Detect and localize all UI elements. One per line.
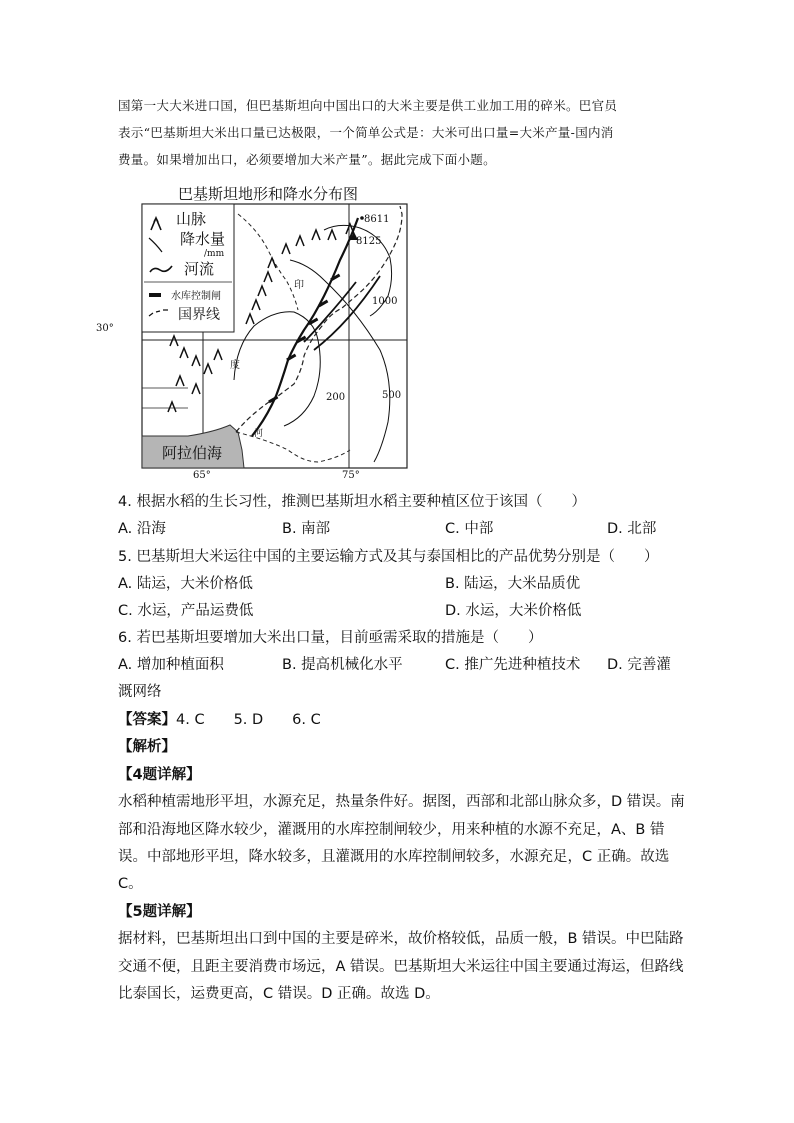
answer-text: 4. C 5. D 6. C xyxy=(176,712,321,728)
du-label: 度 xyxy=(230,360,240,371)
q5-option-b: B. 陆运，大米品质优 xyxy=(445,576,581,592)
iso-500-label: 500 xyxy=(382,390,402,401)
q4-stem: 4. 根据水稻的生长习性，推测巴基斯坦水稻主要种植区位于该国（ ） xyxy=(118,494,586,510)
q6-stem: 6. 若巴基斯坦要增加大米出口量，目前亟需采取的措施是（ ） xyxy=(118,630,543,646)
q4-option-d: D. 北部 xyxy=(607,521,657,537)
iso-1000-label: 1000 xyxy=(372,296,398,307)
detail5-line-2: 交通不便，且距主要消费市场远，A 错误。巴基斯坦大米运往中国主要通过海运，但路线 xyxy=(118,959,684,975)
answer-label: 【答案】 xyxy=(118,712,176,728)
lat-30-label: 30° xyxy=(96,323,114,334)
reservoir-gates xyxy=(268,274,340,404)
tributary-2 xyxy=(314,276,380,350)
q6-option-c: C. 推广先进种植技术 xyxy=(445,657,581,673)
lon-65-label: 65° xyxy=(193,470,211,481)
legend-reservoir: 水库控制闸 xyxy=(171,291,221,302)
detail4-line-2: 部和沿海地区降水较少，灌溉用的水库控制闸较少，用来种植的水源不充足，A、B 错 xyxy=(118,822,665,838)
q5-option-a: A. 陆运，大米价格低 xyxy=(118,576,253,592)
intro-line-2: 表示“巴基斯坦大米出口量已达极限，一个简单公式是：大米可出口量=大米产量-国内消 xyxy=(118,125,614,140)
legend-precip-2: /mm xyxy=(204,249,225,259)
q6-option-d-cont: 溉网络 xyxy=(118,684,162,700)
pakistan-map xyxy=(118,200,410,482)
analysis-label: 【解析】 xyxy=(118,739,176,755)
q5-stem: 5. 巴基斯坦大米运往中国的主要运输方式及其与泰国相比的产品优势分别是（ ） xyxy=(118,549,659,565)
detail4-line-1: 水稻种植需地形平坦，水源充足，热量条件好。据图，西部和北部山脉众多，D 错误。南 xyxy=(118,794,685,810)
map-title: 巴基斯坦地形和降水分布图 xyxy=(178,185,359,203)
isohyet-200 xyxy=(234,312,320,426)
peak-8125-label: 8125 xyxy=(356,236,382,247)
legend-river: 河流 xyxy=(184,260,215,278)
intro-line-3: 费量。如果增加出口，必须要增加大米产量”。据此完成下面小题。 xyxy=(118,152,496,167)
detail4-line-4: C。 xyxy=(118,876,143,892)
sea-label: 阿拉伯海 xyxy=(162,444,223,462)
detail4-label: 【4题详解】 xyxy=(118,767,201,783)
q5-option-d: D. 水运，大米价格低 xyxy=(445,603,582,619)
q5-option-c: C. 水运，产品运费低 xyxy=(118,603,254,619)
detail5-line-1: 据材料，巴基斯坦出口到中国的主要是碎米，故价格较低，品质一般，B 错误。中巴陆路 xyxy=(118,931,684,947)
isohyet-500 xyxy=(290,260,390,462)
q6-option-d: D. 完善灌 xyxy=(607,657,671,673)
border-northwest xyxy=(238,214,298,310)
legend-mountain: 山脉 xyxy=(176,210,207,228)
q6-option-a: A. 增加种植面积 xyxy=(118,657,224,673)
detail5-line-3: 比泰国长，运费更高，C 错误。D 正确。故选 D。 xyxy=(118,986,440,1002)
answer-line xyxy=(118,707,321,734)
legend-precip-1: 降水量 xyxy=(180,230,226,248)
legend-border: 国界线 xyxy=(178,307,220,323)
q6-option-b: B. 提高机械化水平 xyxy=(282,657,403,673)
detail5-label: 【5题详解】 xyxy=(118,904,201,920)
tributary-1 xyxy=(304,282,356,342)
intro-line-1: 国第一大大米进口国，但巴基斯坦向中国出口的大米主要是供工业加工用的碎米。巴官员 xyxy=(118,98,618,113)
peak-8611-label: 8611 xyxy=(364,214,390,225)
q4-option-c: C. 中部 xyxy=(445,521,494,537)
iso-200-label: 200 xyxy=(326,392,346,403)
reservoir-gate-icon xyxy=(149,293,161,297)
he-label: 河 xyxy=(254,429,264,439)
q4-option-b: B. 南部 xyxy=(282,521,331,537)
detail4-line-3: 误。中部地形平坦，降水较多，且灌溉用的水库控制闸较多，水源充足，C 正确。故选 xyxy=(118,849,670,865)
yin-label: 印 xyxy=(294,280,304,291)
q4-option-a: A. 沿海 xyxy=(118,521,166,537)
lon-75-label: 75° xyxy=(342,470,360,481)
